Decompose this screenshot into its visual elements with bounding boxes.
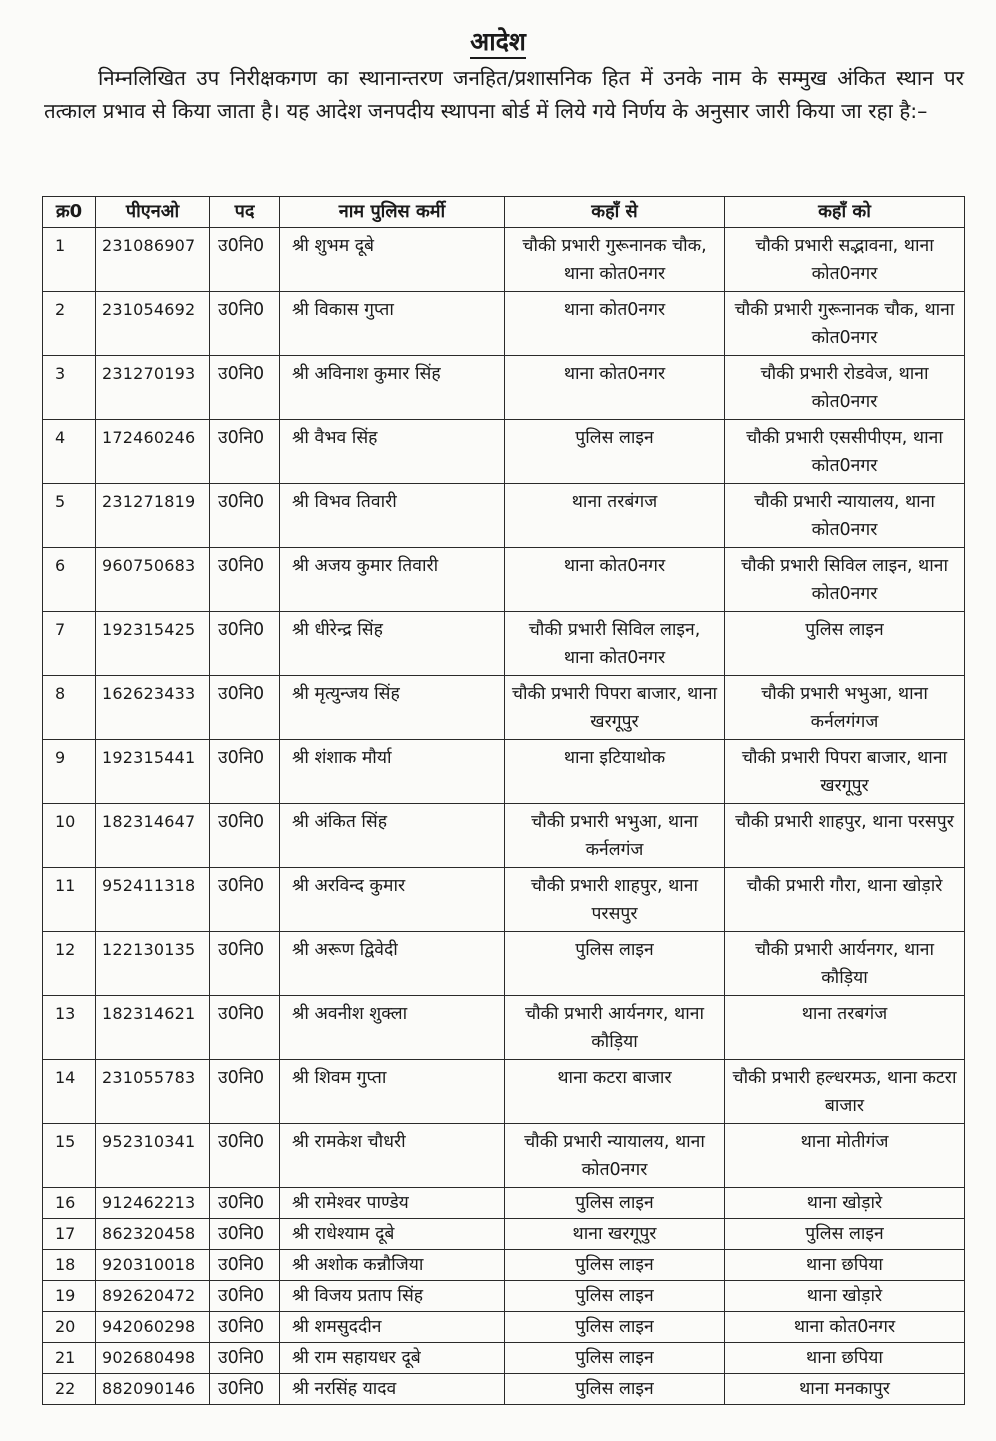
- rank-cell: उ0नि0: [210, 548, 280, 612]
- pno-cell: 192315441: [96, 740, 210, 804]
- name-cell: श्री अविनाश कुमार सिंह: [280, 356, 505, 420]
- table-row: [43, 1374, 965, 1405]
- to-cell: चौकी प्रभारी पिपरा बाजार, थाना खरगूपुर: [725, 740, 965, 804]
- pno-cell: 231086907: [96, 228, 210, 292]
- from-cell: चौकी प्रभारी आर्यनगर, थाना कौड़िया: [505, 996, 725, 1060]
- table-row: [43, 996, 965, 1060]
- to-cell: चौकी प्रभारी रोडवेज, थाना कोत0नगर: [725, 356, 965, 420]
- pno-cell: 902680498: [96, 1343, 210, 1374]
- table-row: [43, 1312, 965, 1343]
- serial-cell: 14: [43, 1060, 96, 1124]
- pno-cell: 231055783: [96, 1060, 210, 1124]
- pno-cell: 182314621: [96, 996, 210, 1060]
- table-row: [43, 804, 965, 868]
- rank-cell: उ0नि0: [210, 356, 280, 420]
- rank-cell: उ0नि0: [210, 228, 280, 292]
- rank-cell: उ0नि0: [210, 1188, 280, 1219]
- table-row: [43, 1124, 965, 1188]
- from-cell: चौकी प्रभारी न्यायालय, थाना कोत0नगर: [505, 1124, 725, 1188]
- from-cell: पुलिस लाइन: [505, 1188, 725, 1219]
- table-row: [43, 1188, 965, 1219]
- name-cell: श्री विकास गुप्ता: [280, 292, 505, 356]
- serial-cell: 7: [43, 612, 96, 676]
- serial-cell: 5: [43, 484, 96, 548]
- pno-cell: 231054692: [96, 292, 210, 356]
- to-cell: थाना खोड़ारे: [725, 1281, 965, 1312]
- from-cell: चौकी प्रभारी पिपरा बाजार, थाना खरगूपुर: [505, 676, 725, 740]
- rank-cell: उ0नि0: [210, 1374, 280, 1405]
- name-cell: श्री शमसुददीन: [280, 1312, 505, 1343]
- serial-cell: 10: [43, 804, 96, 868]
- pno-cell: 912462213: [96, 1188, 210, 1219]
- table-header-row: [43, 197, 965, 228]
- pno-cell: 960750683: [96, 548, 210, 612]
- rank-cell: उ0नि0: [210, 868, 280, 932]
- table-row: [43, 228, 965, 292]
- serial-cell: 2: [43, 292, 96, 356]
- serial-cell: 1: [43, 228, 96, 292]
- from-cell: पुलिस लाइन: [505, 932, 725, 996]
- pno-cell: 942060298: [96, 1312, 210, 1343]
- name-cell: श्री अरूण द्विवेदी: [280, 932, 505, 996]
- serial-cell: 19: [43, 1281, 96, 1312]
- from-cell: थाना कोत0नगर: [505, 548, 725, 612]
- table-row: [43, 676, 965, 740]
- name-cell: श्री शुभम दूबे: [280, 228, 505, 292]
- pno-cell: 862320458: [96, 1219, 210, 1250]
- rank-cell: उ0नि0: [210, 292, 280, 356]
- from-cell: थाना कोत0नगर: [505, 356, 725, 420]
- pno-cell: 892620472: [96, 1281, 210, 1312]
- rank-cell: उ0नि0: [210, 1281, 280, 1312]
- to-cell: चौकी प्रभारी एससीपीएम, थाना कोत0नगर: [725, 420, 965, 484]
- pno-cell: 952310341: [96, 1124, 210, 1188]
- table-row: [43, 1281, 965, 1312]
- from-cell: पुलिस लाइन: [505, 1281, 725, 1312]
- name-cell: श्री अशोक कन्नौजिया: [280, 1250, 505, 1281]
- serial-cell: 15: [43, 1124, 96, 1188]
- name-cell: श्री राम सहायधर दूबे: [280, 1343, 505, 1374]
- pno-cell: 920310018: [96, 1250, 210, 1281]
- header-serial: क्र0: [43, 197, 96, 228]
- to-cell: पुलिस लाइन: [725, 612, 965, 676]
- rank-cell: उ0नि0: [210, 1343, 280, 1374]
- pno-cell: 182314647: [96, 804, 210, 868]
- to-cell: चौकी प्रभारी शाहपुर, थाना परसपुर: [725, 804, 965, 868]
- to-cell: पुलिस लाइन: [725, 1219, 965, 1250]
- to-cell: चौकी प्रभारी न्यायालय, थाना कोत0नगर: [725, 484, 965, 548]
- to-cell: चौकी प्रभारी सिविल लाइन, थाना कोत0नगर: [725, 548, 965, 612]
- name-cell: श्री रामकेश चौधरी: [280, 1124, 505, 1188]
- name-cell: श्री राधेश्याम दूबे: [280, 1219, 505, 1250]
- name-cell: श्री अंकित सिंह: [280, 804, 505, 868]
- serial-cell: 9: [43, 740, 96, 804]
- from-cell: चौकी प्रभारी गुरूनानक चौक, थाना कोत0नगर: [505, 228, 725, 292]
- pno-cell: 192315425: [96, 612, 210, 676]
- to-cell: थाना कोत0नगर: [725, 1312, 965, 1343]
- serial-cell: 20: [43, 1312, 96, 1343]
- to-cell: चौकी प्रभारी आर्यनगर, थाना कौड़िया: [725, 932, 965, 996]
- pno-cell: 231270193: [96, 356, 210, 420]
- table-row: [43, 1219, 965, 1250]
- from-cell: पुलिस लाइन: [505, 420, 725, 484]
- serial-cell: 4: [43, 420, 96, 484]
- name-cell: श्री मृत्युन्जय सिंह: [280, 676, 505, 740]
- name-cell: श्री धीरेन्द्र सिंह: [280, 612, 505, 676]
- table-row: [43, 356, 965, 420]
- header-pno: पीएनओ: [96, 197, 210, 228]
- name-cell: श्री वैभव सिंह: [280, 420, 505, 484]
- serial-cell: 18: [43, 1250, 96, 1281]
- header-from: कहाँ से: [505, 197, 725, 228]
- table-row: [43, 612, 965, 676]
- pno-cell: 952411318: [96, 868, 210, 932]
- intro-paragraph: निम्नलिखित उप निरीक्षकगण का स्थानान्तरण जनहित/प्रशासनिक हित में उनके नाम के सम्मुख अंकित स्थान पर तत्काल प्रभाव से किया जाता है। यह आदेश जनपदीय स्थापना बोर्ड में लिये गये निर्णय के अनुसार जारी किया जा रहा है:–: [44, 66, 964, 123]
- serial-cell: 13: [43, 996, 96, 1060]
- from-cell: चौकी प्रभारी शाहपुर, थाना परसपुर: [505, 868, 725, 932]
- serial-cell: 16: [43, 1188, 96, 1219]
- serial-cell: 17: [43, 1219, 96, 1250]
- to-cell: चौकी प्रभारी गौरा, थाना खोड़ारे: [725, 868, 965, 932]
- rank-cell: उ0नि0: [210, 1124, 280, 1188]
- from-cell: थाना कटरा बाजार: [505, 1060, 725, 1124]
- serial-cell: 11: [43, 868, 96, 932]
- rank-cell: उ0नि0: [210, 804, 280, 868]
- rank-cell: उ0नि0: [210, 1250, 280, 1281]
- header-name: नाम पुलिस कर्मी: [280, 197, 505, 228]
- table-row: [43, 484, 965, 548]
- rank-cell: उ0नि0: [210, 1060, 280, 1124]
- document-title-text: आदेश: [470, 27, 526, 59]
- name-cell: श्री शंशाक मौर्या: [280, 740, 505, 804]
- serial-cell: 22: [43, 1374, 96, 1405]
- name-cell: श्री विजय प्रताप सिंह: [280, 1281, 505, 1312]
- from-cell: थाना खरगूपुर: [505, 1219, 725, 1250]
- serial-cell: 12: [43, 932, 96, 996]
- rank-cell: उ0नि0: [210, 676, 280, 740]
- document-title: [0, 24, 996, 58]
- from-cell: चौकी प्रभारी सिविल लाइन, थाना कोत0नगर: [505, 612, 725, 676]
- name-cell: श्री नरसिंह यादव: [280, 1374, 505, 1405]
- to-cell: थाना छपिया: [725, 1343, 965, 1374]
- rank-cell: उ0नि0: [210, 740, 280, 804]
- rank-cell: उ0नि0: [210, 1312, 280, 1343]
- to-cell: थाना तरबगंज: [725, 996, 965, 1060]
- to-cell: चौकी प्रभारी सद्भावना, थाना कोत0नगर: [725, 228, 965, 292]
- serial-cell: 3: [43, 356, 96, 420]
- to-cell: थाना खोड़ारे: [725, 1188, 965, 1219]
- table-row: [43, 932, 965, 996]
- rank-cell: उ0नि0: [210, 932, 280, 996]
- pno-cell: 162623433: [96, 676, 210, 740]
- pno-cell: 172460246: [96, 420, 210, 484]
- table-row: [43, 868, 965, 932]
- pno-cell: 231271819: [96, 484, 210, 548]
- pno-cell: 882090146: [96, 1374, 210, 1405]
- rank-cell: उ0नि0: [210, 996, 280, 1060]
- table-row: [43, 1250, 965, 1281]
- from-cell: थाना कोत0नगर: [505, 292, 725, 356]
- rank-cell: उ0नि0: [210, 1219, 280, 1250]
- name-cell: श्री शिवम गुप्ता: [280, 1060, 505, 1124]
- serial-cell: 6: [43, 548, 96, 612]
- rank-cell: उ0नि0: [210, 420, 280, 484]
- to-cell: चौकी प्रभारी भभुआ, थाना कर्नलगंगज: [725, 676, 965, 740]
- name-cell: श्री अरविन्द कुमार: [280, 868, 505, 932]
- name-cell: श्री अजय कुमार तिवारी: [280, 548, 505, 612]
- to-cell: चौकी प्रभारी गुरूनानक चौक, थाना कोत0नगर: [725, 292, 965, 356]
- name-cell: श्री रामेश्वर पाण्डेय: [280, 1188, 505, 1219]
- from-cell: पुलिस लाइन: [505, 1374, 725, 1405]
- from-cell: पुलिस लाइन: [505, 1250, 725, 1281]
- table-row: [43, 292, 965, 356]
- from-cell: थाना इटियाथोक: [505, 740, 725, 804]
- transfer-table: [42, 196, 965, 1405]
- from-cell: पुलिस लाइन: [505, 1343, 725, 1374]
- to-cell: थाना मोतीगंज: [725, 1124, 965, 1188]
- rank-cell: उ0नि0: [210, 484, 280, 548]
- to-cell: थाना छपिया: [725, 1250, 965, 1281]
- table-body: [43, 228, 965, 1405]
- to-cell: चौकी प्रभारी हल्धरमऊ, थाना कटरा बाजार: [725, 1060, 965, 1124]
- header-rank: पद: [210, 197, 280, 228]
- table-row: [43, 548, 965, 612]
- serial-cell: 8: [43, 676, 96, 740]
- pno-cell: 122130135: [96, 932, 210, 996]
- rank-cell: उ0नि0: [210, 612, 280, 676]
- name-cell: श्री विभव तिवारी: [280, 484, 505, 548]
- from-cell: चौकी प्रभारी भभुआ, थाना कर्नलगंज: [505, 804, 725, 868]
- serial-cell: 21: [43, 1343, 96, 1374]
- to-cell: थाना मनकापुर: [725, 1374, 965, 1405]
- header-to: कहाँ को: [725, 197, 965, 228]
- table-row: [43, 1060, 965, 1124]
- name-cell: श्री अवनीश शुक्ला: [280, 996, 505, 1060]
- table-row: [43, 740, 965, 804]
- table-row: [43, 420, 965, 484]
- from-cell: पुलिस लाइन: [505, 1312, 725, 1343]
- from-cell: थाना तरबंगज: [505, 484, 725, 548]
- table-row: [43, 1343, 965, 1374]
